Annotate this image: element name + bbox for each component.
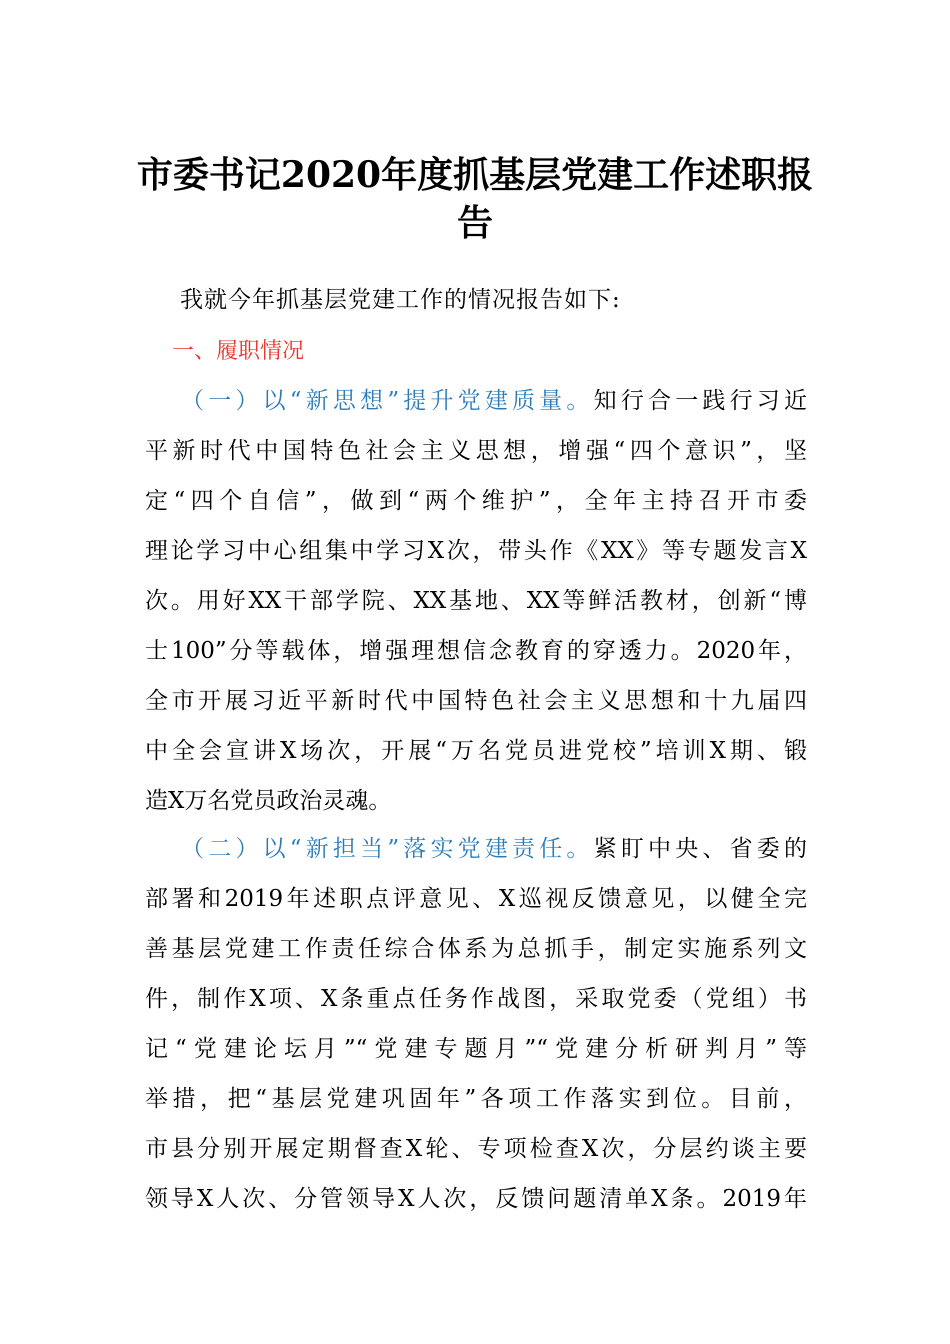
paragraph-text: 知行合一践行习近	[593, 388, 808, 414]
paragraph-line: 举措，把“基层党建巩固年”各项工作落实到位。目前，	[145, 1086, 807, 1112]
paragraph-text: 紧盯中央、省委的	[593, 836, 808, 862]
paragraph-line: 造X万名党员政治灵魂。	[145, 788, 392, 814]
paragraph-line: 部署和2019年述职点评意见、X巡视反馈意见，以健全完	[145, 886, 807, 912]
paragraph-line: 理论学习中心组集中学习X次，带头作《XX》等专题发言X	[145, 538, 807, 564]
paragraph-2	[145, 824, 807, 1224]
paragraph-line	[145, 376, 807, 426]
paragraph-subheading: （二）以“新担当”落实党建责任。	[181, 836, 594, 862]
paragraph-line: 件，制作X项、X条重点任务作战图，采取党委（党组）书	[145, 986, 807, 1012]
paragraph-line: 中全会宣讲X场次，开展“万名党员进党校”培训X期、锻	[145, 738, 807, 764]
document-title-line-1: 市委书记2020年度抓基层党建工作述职报	[136, 154, 814, 196]
paragraph-line: 领导X人次、分管领导X人次，反馈问题清单X条。2019年	[145, 1186, 807, 1212]
document-title-line-2: 告	[456, 202, 493, 244]
paragraph-line: 士100”分等载体，增强理想信念教育的穿透力。2020年，	[145, 638, 807, 664]
section-heading: 一、履职情况	[172, 339, 305, 364]
paragraph-1	[145, 376, 807, 826]
paragraph-line: 全市开展习近平新时代中国特色社会主义思想和十九届四	[145, 688, 807, 714]
paragraph-subheading: （一）以“新思想”提升党建质量。	[181, 388, 594, 414]
paragraph-line	[145, 824, 807, 874]
intro-paragraph: 我就今年抓基层党建工作的情况报告如下:	[180, 287, 621, 313]
paragraph-line: 平新时代中国特色社会主义思想，增强“四个意识”，坚	[145, 438, 807, 464]
paragraph-line: 定“四个自信”，做到“两个维护”，全年主持召开市委	[145, 488, 807, 514]
paragraph-line: 善基层党建工作责任综合体系为总抓手，制定实施系列文	[145, 936, 807, 962]
paragraph-line: 市县分别开展定期督查X轮、专项检查X次，分层约谈主要	[145, 1136, 807, 1162]
paragraph-line: 记“党建论坛月”“党建专题月”“党建分析研判月”等	[145, 1036, 807, 1062]
paragraph-line: 次。用好XX干部学院、XX基地、XX等鲜活教材，创新“博	[145, 588, 807, 614]
